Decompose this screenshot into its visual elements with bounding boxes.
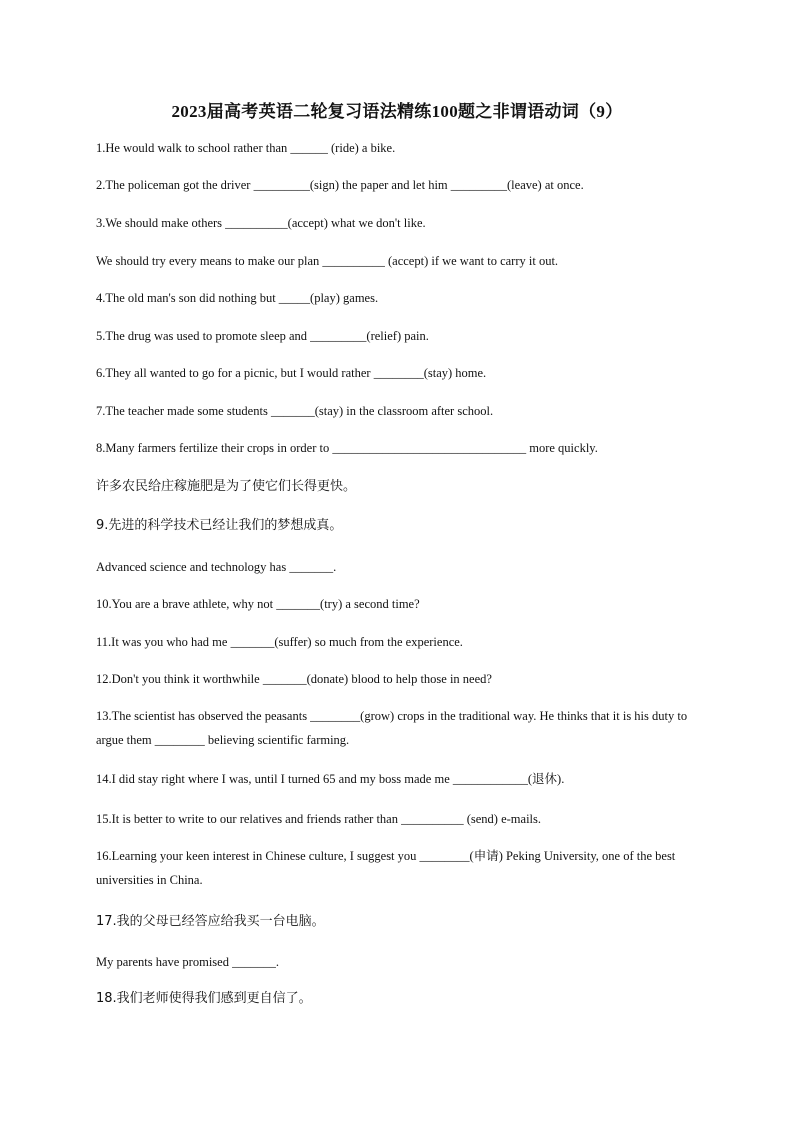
question-15: 15.It is better to write to our relatives and friends rather than __________ (send) e-mails. <box>96 812 542 826</box>
question-4: 4.The old man's son did nothing but _____(play) games. <box>96 291 379 305</box>
question-9: Advanced science and technology has _______. <box>96 560 337 574</box>
question-16: 16.Learning your keen interest in Chinese culture, I suggest you ________(申请) Peking University, one of the best universities in China. <box>96 849 676 887</box>
question-17-chinese: 17.我的父母已经答应给我买一台电脑。 <box>96 914 325 929</box>
question-8-chinese: 许多农民给庄稼施肥是为了使它们长得更快。 <box>96 479 357 494</box>
question-12: 12.Don't you think it worthwhile _______(donate) blood to help those in need? <box>96 672 492 686</box>
question-18-chinese: 18.我们老师使得我们感到更自信了。 <box>96 991 312 1006</box>
question-1: 1.He would walk to school rather than ______ (ride) a bike. <box>96 141 396 155</box>
question-10: 10.You are a brave athlete, why not _______(try) a second time? <box>96 597 420 611</box>
question-2: 2.The policeman got the driver _________(sign) the paper and let him _________(leave) at once. <box>96 178 584 192</box>
page-title: 2023届高考英语二轮复习语法精练100题之非谓语动词（9） <box>171 102 623 121</box>
question-3-part-2: We should try every means to make our plan __________ (accept) if we want to carry it out. <box>96 254 559 268</box>
question-9-chinese: 9.先进的科学技术已经让我们的梦想成真。 <box>96 518 343 533</box>
question-7: 7.The teacher made some students _______(stay) in the classroom after school. <box>96 404 494 418</box>
question-11: 11.It was you who had me _______(suffer) so much from the experience. <box>96 635 463 649</box>
question-6: 6.They all wanted to go for a picnic, but I would rather ________(stay) home. <box>96 366 487 380</box>
question-3: 3.We should make others __________(accept) what we don't like. <box>96 216 426 230</box>
question-14: 14.I did stay right where I was, until I turned 65 and my boss made me ____________(退休). <box>96 772 565 786</box>
question-17: My parents have promised _______. <box>96 955 279 969</box>
question-5: 5.The drug was used to promote sleep and _________(relief) pain. <box>96 329 429 343</box>
question-8: 8.Many farmers fertilize their crops in order to _______________________________ more quickly. <box>96 441 598 455</box>
question-13: 13.The scientist has observed the peasants ________(grow) crops in the traditional way. He thinks that it is his duty to argue them ________ believing scientific farming. <box>96 709 688 747</box>
